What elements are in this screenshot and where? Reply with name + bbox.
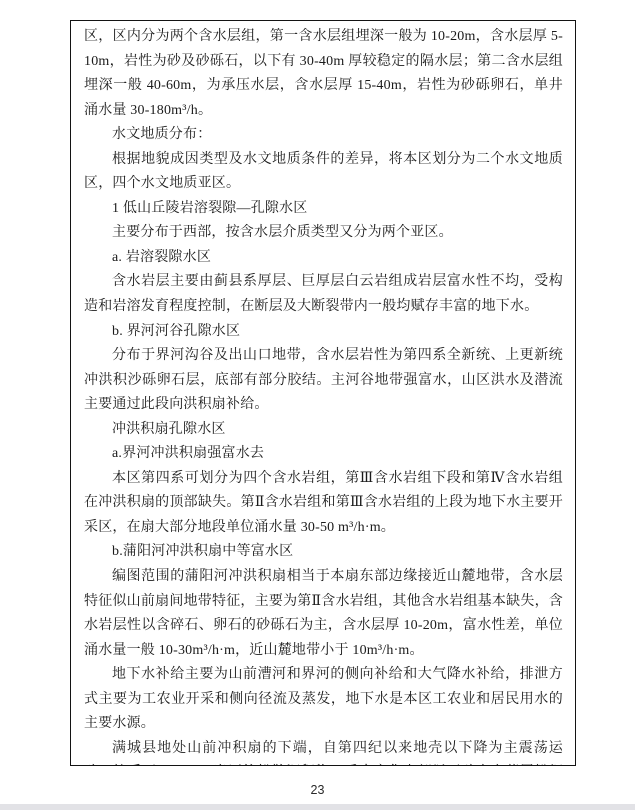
paragraph: 分布于界河沟谷及出山口地带，含水层岩性为第四系全新统、上更新统冲洪积沙砾卵石层，底部有部分胶结。主河谷地带强富水，山区洪水及潜流主要通过此段向洪积扇补给。 [84, 348, 563, 413]
paragraph: 含水岩层主要由蓟县系厚层、巨厚层白云岩组成岩层富水性不均，受构造和岩溶发育程度控制，在断层及大断裂带内一般均赋存丰富的地下水。 [84, 274, 563, 315]
paragraph: 主要分布于西部，按含水层介质类型又分为两个亚区。 [112, 225, 453, 241]
section-heading: b.蒲阳河冲洪积扇中等富水区 [112, 544, 294, 560]
paragraph: 水文地质分布： [112, 127, 212, 143]
paragraph: 编图范围的蒲阳河冲洪积扇相当于本扇东部边缘接近山麓地带，含水层特征似山前扇间地带特征，主要为第Ⅱ含水岩组，其他含水岩组基本缺失，含水岩层性以含碎石、卵石的砂砾石为主，含水层厚 10-20m，富水性差，单位涌水量一般 10-30m³/h·m，近山麓地带小于 10m³/h·m。 [84, 569, 563, 658]
page-number: 23 [310, 783, 325, 797]
paragraph: 根据地貌成因类型及水文地质条件的差异，将本区划分为二个水文地质区，四个水文地质亚区。 [84, 151, 563, 192]
text-frame[interactable] [70, 20, 576, 766]
window-bottom-edge [0, 804, 635, 810]
section-heading: 1 低山丘陵岩溶裂隙—孔隙水区 [112, 200, 308, 216]
paragraph: 区，区内分为两个含水层组，第一含水层组埋深一般为 10-20m，含水层厚 5-10m，岩性为砂及砂砾石，以下有 30-40m 厚较稳定的隔水层；第二含水层组埋深一般 40-60m，为承压水层，含水层厚 15-40m，岩性为砂砾卵石，单井涌水量 30-180m³/h。 [84, 29, 563, 118]
section-heading: a.界河冲洪积扇强富水去 [112, 446, 265, 462]
paragraph: 满城县地处山前冲积扇的下端，自第四纪以来地壳以下降为主震荡运 [112, 740, 563, 756]
paragraph: 本区第四系可划分为四个含水岩组，第Ⅲ含水岩组下段和第Ⅳ含水岩组在冲洪积扇的顶部缺失。第Ⅱ含水岩组和第Ⅲ含水岩组的上段为地下水主要开采区，在扇大部分地段单位涌水量 30-50 m³/h·m。 [84, 470, 563, 535]
section-heading: a. 岩溶裂隙水区 [112, 249, 212, 265]
section-heading: 冲洪积扇孔隙水区 [112, 421, 226, 437]
paragraph: 地下水补给主要为山前漕河和界河的侧向补给和大气降水补给，排泄方式主要为工农业开采和侧向径流及蒸发，地下水是本区工农业和居民用水的主要水源。 [84, 667, 563, 732]
section-heading: b. 界河河谷孔隙水区 [112, 323, 241, 339]
